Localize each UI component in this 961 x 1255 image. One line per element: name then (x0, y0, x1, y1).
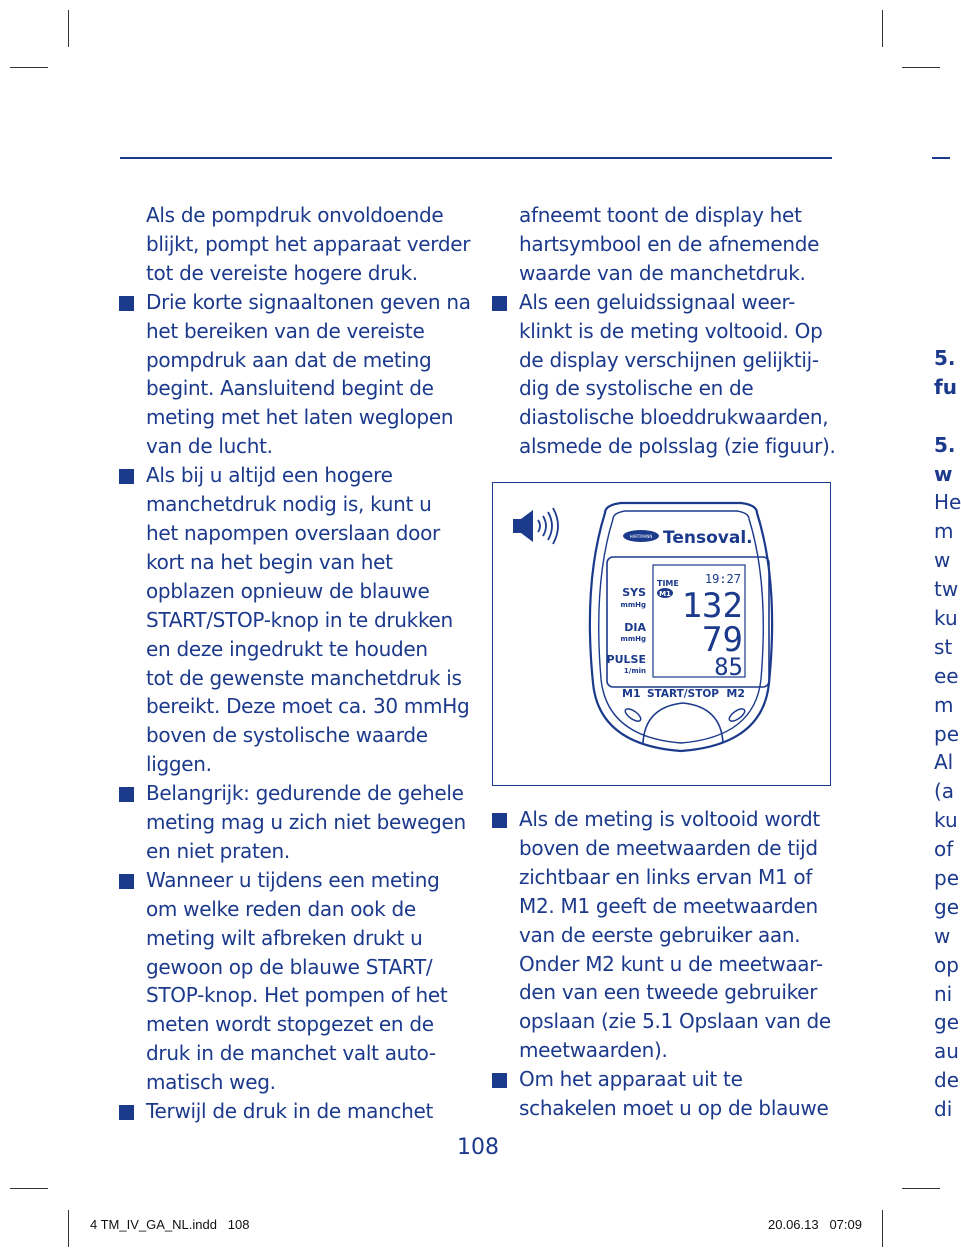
right-text-column-bottom (519, 805, 839, 1123)
pulse-unit: 1/min (623, 667, 646, 675)
text-line (146, 374, 476, 403)
text-line-content: M2. M1 geeft de meetwaarden (519, 893, 818, 918)
text-line-content: het bereiken van de vereiste (146, 318, 425, 343)
text-line (519, 346, 839, 375)
next-page-text-fragment: w (934, 461, 953, 486)
text-line-content: het napompen overslaan door (146, 520, 440, 545)
bullet-square-icon (119, 874, 134, 889)
text-line-content: Als bij u altijd een hogere (146, 463, 393, 488)
text-line-content: pompdruk aan dat de meting (146, 347, 432, 372)
text-line (146, 635, 476, 664)
page-number: 108 (457, 1135, 499, 1160)
start-stop-label: START/STOP (647, 688, 719, 700)
text-line-content: boven de meetwaarden de tijd (519, 835, 818, 860)
m2-button (727, 707, 746, 724)
text-line (146, 288, 476, 317)
text-line (146, 346, 476, 375)
next-page-text-fragment: m (934, 519, 954, 544)
left-text-column (146, 201, 476, 1126)
m2-button-label: M2 (726, 687, 745, 700)
text-line (146, 432, 476, 461)
text-line-content: Drie korte signaaltonen geven na (146, 289, 471, 314)
text-line (519, 374, 839, 403)
bullet-square-icon (492, 813, 507, 828)
next-page-text-fragment: op (934, 952, 959, 977)
device-figure (492, 482, 831, 786)
text-line-content: bereikt. Deze moet ca. 30 mmHg (146, 694, 470, 719)
slug-timestamp: 20.06.13 07:09 (768, 1217, 862, 1232)
text-line (519, 230, 839, 259)
crop-mark (882, 10, 883, 47)
text-line (519, 892, 839, 921)
crop-mark (902, 1188, 940, 1189)
text-line-content: Als een geluidssignaal weer- (519, 289, 796, 314)
text-line (519, 978, 839, 1007)
text-line (519, 317, 839, 346)
next-page-text-fragment: He (934, 490, 961, 515)
text-line-content: schakelen moet u op de blauwe (519, 1096, 829, 1121)
text-line (146, 692, 476, 721)
text-line-content: boven de systolische waarde (146, 723, 428, 748)
text-line-content: en niet praten. (146, 838, 290, 863)
next-page-text-fragment: ge (934, 894, 959, 919)
crop-mark (68, 1210, 69, 1247)
pulse-value: 85 (714, 653, 743, 681)
text-line (146, 981, 476, 1010)
text-line-content: blijkt, pompt het apparaat verder (146, 231, 471, 256)
next-page-text-fragment: (a (934, 779, 955, 804)
text-line (146, 664, 476, 693)
text-line-content: dig de systolische en de (519, 376, 754, 401)
next-page-text-fragment: w (934, 923, 951, 948)
text-line-content: gewoon op de blauwe START/ (146, 954, 433, 979)
sys-label: SYS (622, 586, 646, 599)
speaker-sound-icon (513, 508, 558, 544)
next-page-text-fragment (934, 402, 961, 431)
crop-mark (68, 10, 69, 47)
text-line (519, 805, 839, 834)
text-line (519, 1036, 839, 1065)
memory-badge-text: M1 (659, 590, 671, 598)
text-line-content: den van een tweede gebruiker (519, 980, 818, 1005)
text-line-content: zichtbaar en links ervan M1 of (519, 864, 813, 889)
text-line (146, 866, 476, 895)
text-line (519, 921, 839, 950)
blood-pressure-monitor-illustration (493, 483, 830, 785)
text-line-content: alsmede de polsslag (zie figuur). (519, 434, 836, 459)
text-line-content: opslaan (zie 5.1 Opslaan van de (519, 1009, 831, 1034)
crop-mark (10, 67, 48, 68)
text-line (146, 924, 476, 953)
crop-mark (10, 1188, 48, 1189)
text-line (146, 1010, 476, 1039)
text-line (146, 750, 476, 779)
crop-mark (882, 1210, 883, 1247)
text-line (519, 259, 839, 288)
text-line-content: meting met het laten weglopen (146, 405, 454, 430)
text-line-content: van de lucht. (146, 434, 273, 459)
text-line (146, 317, 476, 346)
text-line (519, 201, 839, 230)
next-page-text-fragment: Al (934, 750, 954, 775)
right-text-column-top (519, 201, 839, 461)
text-line-content: Belangrijk: gedurende de gehele (146, 781, 464, 806)
next-page-text-fragment: 5. (934, 346, 956, 370)
text-line-content: klinkt is de meting voltooid. Op (519, 318, 823, 343)
text-line (146, 577, 476, 606)
text-line-content: matisch weg. (146, 1070, 276, 1095)
bullet-square-icon (119, 787, 134, 802)
text-line (519, 1007, 839, 1036)
text-line (519, 863, 839, 892)
text-line (146, 461, 476, 490)
text-line-content: druk in de manchet valt auto- (146, 1041, 436, 1066)
next-page-text-fragment: ni (934, 981, 953, 1006)
text-line-content: hartsymbool en de afnemende (519, 231, 820, 256)
m1-button-label: M1 (622, 687, 641, 700)
next-page-text-fragment: pe (934, 866, 959, 891)
text-line (519, 1094, 839, 1123)
crop-mark (902, 67, 940, 68)
next-page-text-fragment: m (934, 692, 954, 717)
bullet-square-icon (119, 296, 134, 311)
next-page-text-fragment: pe (934, 721, 959, 746)
next-page-text-fragment: fu (934, 374, 957, 399)
next-page-text-fragment: ee (934, 663, 959, 688)
text-line (519, 834, 839, 863)
text-line-content: liggen. (146, 752, 212, 777)
text-line (519, 1065, 839, 1094)
next-page-text-fragment: de (934, 1068, 959, 1093)
next-page-text-fragment: di (934, 1097, 953, 1122)
text-line (146, 1068, 476, 1097)
text-line-content: waarde van de manchetdruk. (519, 260, 806, 285)
bullet-square-icon (492, 296, 507, 311)
next-page-text-fragment: 5. (934, 432, 956, 457)
text-line (146, 606, 476, 635)
text-line (146, 779, 476, 808)
text-line (519, 432, 839, 461)
text-line-content: en deze ingedrukt te houden (146, 636, 428, 661)
text-line-content: manchetdruk nodig is, kunt u (146, 492, 432, 517)
text-line-content: meting wilt afbreken drukt u (146, 925, 423, 950)
text-line (146, 403, 476, 432)
text-line-content: meetwaarden). (519, 1038, 668, 1063)
sys-unit: mmHg (620, 601, 646, 609)
text-line-content: Wanneer u tijdens een meting (146, 867, 440, 892)
next-page-text-fragment: ku (934, 808, 958, 833)
text-line-content: afneemt toont de display het (519, 203, 802, 227)
text-line-content: START/STOP-knop in te drukken (146, 607, 453, 632)
text-line-content: opblazen opnieuw de blauwe (146, 578, 430, 603)
text-line-content: kort na het begin van het (146, 549, 393, 574)
text-line-content: tot de gewenste manchetdruk is (146, 665, 462, 690)
text-line (146, 721, 476, 750)
sys-value: 132 (681, 586, 743, 626)
text-line-content: STOP-knop. Het pompen of het (146, 983, 448, 1008)
text-line-content: Als de meting is voltooid wordt (519, 807, 820, 831)
text-line (146, 201, 476, 230)
text-line (519, 403, 839, 432)
bullet-square-icon (119, 469, 134, 484)
next-page-text-fragment: ge (934, 1010, 959, 1035)
dia-value: 79 (702, 620, 743, 660)
text-line-content: van de eerste gebruiker aan. (519, 922, 801, 947)
text-line-content: meting mag u zich niet bewegen (146, 810, 466, 835)
header-rule-next-page (932, 157, 950, 159)
text-line-content: meten wordt stopgezet en de (146, 1012, 434, 1037)
text-line-content: begint. Aansluitend begint de (146, 376, 434, 401)
next-page-text-fragment: au (934, 1039, 959, 1064)
bullet-square-icon (492, 1073, 507, 1088)
text-line (519, 288, 839, 317)
bullet-square-icon (119, 1105, 134, 1120)
text-line (146, 548, 476, 577)
next-page-text-fragment: of (934, 837, 954, 862)
text-line (146, 490, 476, 519)
dia-unit: mmHg (620, 635, 646, 643)
text-line-content: tot de vereiste hogere druk. (146, 260, 418, 285)
next-page-column-fragment (934, 344, 961, 1124)
text-line (146, 837, 476, 866)
dia-label: DIA (624, 621, 646, 634)
text-line (146, 808, 476, 837)
text-line (146, 259, 476, 288)
text-line-content: de display verschijnen gelijktij- (519, 347, 819, 372)
slug-filename: 4 TM_IV_GA_NL.indd 108 (90, 1217, 250, 1232)
text-line-content: Terwijl de druk in de manchet (146, 1099, 434, 1124)
text-line-content: diastolische bloeddrukwaarden, (519, 405, 829, 430)
text-line (146, 895, 476, 924)
text-line (146, 1039, 476, 1068)
brand-name: Tensoval. (663, 528, 753, 548)
text-line (146, 230, 476, 259)
text-line (146, 1097, 476, 1126)
pulse-label: PULSE (606, 653, 646, 666)
next-page-text-fragment: ku (934, 606, 958, 631)
next-page-text-fragment: st (934, 634, 953, 659)
text-line (146, 519, 476, 548)
m1-button (623, 707, 642, 724)
time-label: TIME (657, 579, 679, 588)
text-line-content: Als de pompdruk onvoldoende (146, 203, 444, 227)
brand-badge-text: HARTMANN (629, 534, 653, 539)
text-line-content: om welke reden dan ook de (146, 896, 416, 921)
text-line-content: Onder M2 kunt u de meetwaar- (519, 951, 823, 976)
text-line-content: Om het apparaat uit te (519, 1067, 743, 1092)
next-page-text-fragment: w (934, 548, 951, 573)
time-value: 19:27 (704, 572, 741, 586)
next-page-text-fragment: tw (934, 577, 959, 602)
header-rule (120, 157, 832, 159)
text-line (519, 950, 839, 979)
text-line (146, 953, 476, 982)
